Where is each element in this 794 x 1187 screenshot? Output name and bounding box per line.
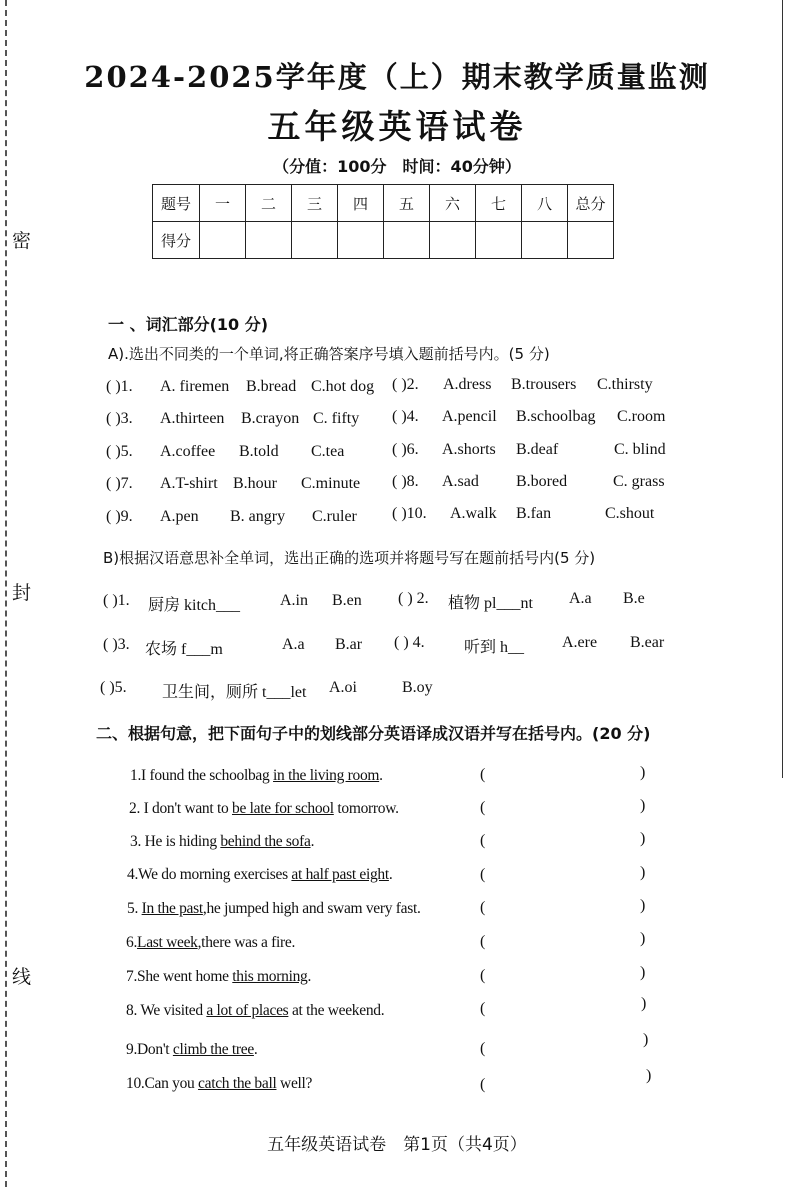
partA-q10-c: C.shout: [605, 505, 655, 522]
partA-q1-c: C.hot dog: [311, 378, 375, 395]
underlined-phrase: In the past: [141, 900, 203, 917]
score-cell: 八: [522, 185, 568, 222]
score-table-score-row: [153, 222, 614, 259]
translate-sentence-10: [126, 1075, 312, 1093]
score-table: [152, 184, 614, 259]
answer-open-paren: (: [480, 1040, 486, 1057]
underlined-phrase: in the living room: [273, 767, 380, 784]
answer-close-paren: ): [646, 1067, 652, 1084]
score-cell: 二: [246, 185, 292, 222]
partB-q4-a: A.ere: [562, 634, 598, 651]
sentence-text: ,there was a fire.: [197, 934, 296, 951]
partB-q1-a: A.in: [280, 592, 308, 609]
sentence-text: .: [388, 866, 393, 883]
translate-sentence-4: [127, 866, 392, 884]
partA-q3-a: A.thirteen: [160, 410, 225, 427]
sentence-text: 5.: [127, 900, 142, 917]
partB-q2-a: A.a: [569, 590, 592, 607]
score-cell: 四: [338, 185, 384, 222]
section2-heading: 二、根据句意，把下面句子中的划线部分英语译成汉语并写在括号内。(20 分): [96, 724, 651, 743]
sentence-text: ,he jumped high and swam very fast.: [202, 900, 421, 917]
partA-q4-b: B.schoolbag: [516, 408, 596, 425]
answer-open-paren: (: [480, 799, 486, 816]
sentence-text: 9.Don't: [126, 1041, 173, 1058]
sentence-text: tomorrow.: [333, 800, 399, 817]
partA-instruction: A).选出不同类的一个单词,将正确答案序号填入题前括号内。(5 分): [108, 345, 550, 363]
partA-q2-c: C.thirsty: [597, 376, 653, 393]
exam-title: 2024-2025学年度（上）期末教学质量监测: [84, 60, 710, 94]
sentence-text: 10.Can you: [126, 1075, 199, 1092]
score-time-info: （分值：100分 时间：40分钟）: [273, 157, 521, 176]
partB-q4-word: 听到 h__: [464, 639, 525, 656]
answer-close-paren: ): [640, 797, 646, 814]
partB-instruction: B)根据汉语意思补全单词，选出正确的选项并将题号写在题前括号内(5 分): [103, 549, 596, 567]
score-input-cell[interactable]: [522, 222, 568, 259]
sentence-text: 1.I found the schoolbag: [130, 767, 274, 784]
partA-q6-b: B.deaf: [516, 441, 559, 458]
partB-q2-word: 植物 pl___nt: [448, 595, 533, 612]
score-input-cell[interactable]: [384, 222, 430, 259]
sentence-text: .: [253, 1041, 258, 1058]
partA-q7-num: ( )7.: [106, 475, 133, 492]
seal-char-mi: 密: [12, 226, 31, 253]
score-cell: 一: [200, 185, 246, 222]
answer-open-paren: (: [480, 933, 486, 950]
score-input-cell[interactable]: [292, 222, 338, 259]
partA-q9-a: A.pen: [160, 508, 199, 525]
sentence-text: 3. He is hiding: [130, 833, 221, 850]
partA-q1-b: B.bread: [246, 378, 297, 395]
answer-open-paren: (: [480, 967, 486, 984]
partA-q3-c: C. fifty: [313, 410, 360, 427]
partB-q3-b: B.ar: [335, 636, 363, 653]
partB-q3-a: A.a: [282, 636, 305, 653]
score-input-cell[interactable]: [200, 222, 246, 259]
answer-close-paren: ): [640, 864, 646, 881]
answer-open-paren: (: [480, 832, 486, 849]
partB-q3-word: 农场 f___m: [145, 641, 223, 658]
partA-q5-b: B.told: [239, 443, 279, 460]
partA-q8-num: ( )8.: [392, 473, 419, 490]
answer-close-paren: ): [640, 930, 646, 947]
translate-sentence-2: [129, 800, 399, 818]
partA-q1-num: ( )1.: [106, 378, 133, 395]
translate-sentence-9: [126, 1041, 258, 1059]
sentence-text: 8. We visited: [126, 1002, 207, 1019]
translate-sentence-5: [127, 900, 421, 918]
section1-heading: 一 、词汇部分(10 分): [108, 315, 269, 334]
partA-q2-b: B.trousers: [511, 376, 577, 393]
score-cell: 七: [476, 185, 522, 222]
partA-q8-c: C. grass: [613, 473, 665, 490]
partA-q5-a: A.coffee: [160, 443, 216, 460]
answer-open-paren: (: [480, 1000, 486, 1017]
score-cell: 三: [292, 185, 338, 222]
underlined-phrase: this morning: [232, 968, 308, 985]
score-input-cell[interactable]: [568, 222, 614, 259]
answer-close-paren: ): [640, 830, 646, 847]
partA-q5-num: ( )5.: [106, 443, 133, 460]
answer-open-paren: (: [480, 866, 486, 883]
score-input-cell[interactable]: [476, 222, 522, 259]
partA-q9-num: ( )9.: [106, 508, 133, 525]
score-table-header-row: [153, 185, 614, 222]
sentence-text: at the weekend.: [288, 1002, 385, 1019]
sentence-text: 6.: [126, 934, 138, 951]
partB-q5-b: B.oy: [402, 679, 433, 696]
partA-q2-num: ( )2.: [392, 376, 419, 393]
partB-q1-b: B.en: [332, 592, 362, 609]
underlined-phrase: a lot of places: [206, 1002, 289, 1019]
answer-open-paren: (: [480, 766, 486, 783]
partB-q2-b: B.e: [623, 590, 645, 607]
exam-subtitle: 五年级英语试卷: [267, 107, 527, 146]
partA-q3-b: B.crayon: [241, 410, 300, 427]
partA-q8-a: A.sad: [442, 473, 479, 490]
sentence-text: 2. I don't want to: [129, 800, 232, 817]
partB-q4-num: ( ) 4.: [394, 634, 425, 651]
sentence-text: 4.We do morning exercises: [127, 866, 292, 883]
partB-q1-word: 厨房 kitch___: [148, 597, 240, 614]
underlined-phrase: catch the ball: [198, 1075, 277, 1092]
page-footer: 五年级英语试卷 第1页（共4页）: [267, 1135, 527, 1155]
partA-q7-b: B.hour: [233, 475, 277, 492]
score-cell: 六: [430, 185, 476, 222]
partB-q5-word: 卫生间，厕所 t___let: [162, 684, 307, 701]
translate-sentence-8: [126, 1002, 384, 1020]
partA-q4-c: C.room: [617, 408, 666, 425]
underlined-phrase: behind the sofa: [220, 833, 311, 850]
answer-close-paren: ): [641, 995, 647, 1012]
sentence-text: .: [379, 767, 383, 784]
answer-open-paren: (: [480, 1076, 486, 1093]
answer-close-paren: ): [643, 1031, 649, 1048]
score-row-label: 得分: [153, 222, 200, 259]
partA-q6-num: ( )6.: [392, 441, 419, 458]
partB-q5-num: ( )5.: [100, 679, 127, 696]
translate-sentence-7: [126, 968, 311, 986]
partB-q4-b: B.ear: [630, 634, 665, 651]
binding-margin-line: [5, 0, 7, 1187]
sentence-text: 7.She went home: [126, 968, 233, 985]
partB-q1-num: ( )1.: [103, 592, 130, 609]
partA-q4-a: A.pencil: [442, 408, 497, 425]
partA-q2-a: A.dress: [443, 376, 492, 393]
underlined-phrase: at half past eight: [291, 866, 389, 883]
partB-q5-a: A.oi: [329, 679, 357, 696]
partA-q9-c: C.ruler: [312, 508, 357, 525]
partA-q4-num: ( )4.: [392, 408, 419, 425]
answer-close-paren: ): [640, 897, 646, 914]
sentence-text: .: [307, 968, 312, 985]
partA-q7-c: C.minute: [301, 475, 361, 492]
sentence-text: well?: [276, 1075, 313, 1092]
answer-close-paren: ): [640, 764, 646, 781]
score-cell: 总分: [568, 185, 614, 222]
partA-q10-a: A.walk: [450, 505, 497, 522]
partB-q3-num: ( )3.: [103, 636, 130, 653]
partA-q10-num: ( )10.: [392, 505, 427, 522]
seal-char-feng: 封: [12, 578, 31, 605]
sentence-text: .: [310, 833, 315, 850]
partA-q10-b: B.fan: [516, 505, 552, 522]
translate-sentence-6: [126, 934, 295, 952]
translate-sentence-3: [130, 833, 314, 851]
partA-q8-b: B.bored: [516, 473, 568, 490]
partB-q2-num: ( ) 2.: [398, 590, 429, 607]
underlined-phrase: Last week: [137, 934, 198, 951]
partA-q3-num: ( )3.: [106, 410, 133, 427]
partA-q9-b: B. angry: [230, 508, 286, 525]
score-cell: 题号: [153, 185, 200, 222]
underlined-phrase: be late for school: [232, 800, 334, 817]
answer-open-paren: (: [480, 899, 486, 916]
score-cell: 五: [384, 185, 430, 222]
score-input-cell[interactable]: [430, 222, 476, 259]
partA-q6-a: A.shorts: [442, 441, 496, 458]
partA-q1-a: A. firemen: [160, 378, 230, 395]
answer-close-paren: ): [640, 964, 646, 981]
translate-sentence-1: [130, 767, 383, 785]
seal-char-xian: 线: [12, 962, 31, 989]
partA-q7-a: A.T-shirt: [160, 475, 218, 492]
score-input-cell[interactable]: [338, 222, 384, 259]
score-input-cell[interactable]: [246, 222, 292, 259]
underlined-phrase: climb the tree: [172, 1041, 254, 1058]
partA-q6-c: C. blind: [614, 441, 666, 458]
partA-q5-c: C.tea: [311, 443, 345, 460]
